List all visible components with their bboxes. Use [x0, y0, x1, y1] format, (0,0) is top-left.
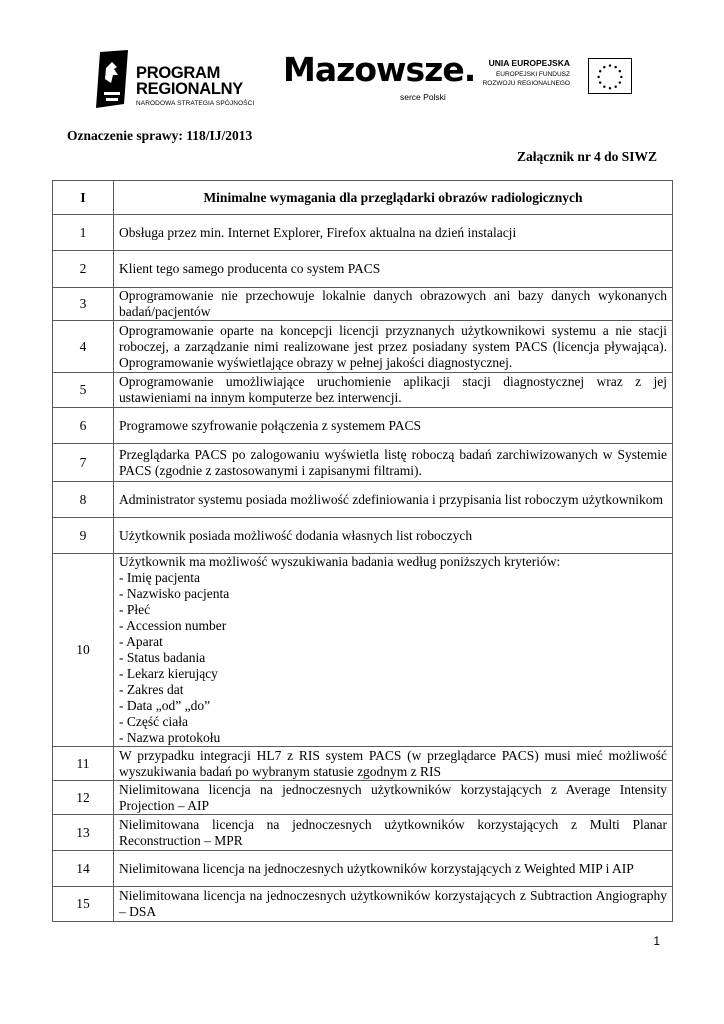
row-number: 13 — [53, 815, 114, 851]
criteria-item: - Imię pacjenta — [119, 570, 200, 585]
criteria-item: - Część ciała — [119, 714, 188, 729]
row-number: 10 — [53, 554, 114, 747]
table-row — [53, 215, 673, 251]
eu-logo-line1: UNIA EUROPEJSKA — [488, 58, 570, 68]
row-number: 4 — [53, 321, 114, 373]
row-number: 5 — [53, 373, 114, 408]
criteria-item: - Data „od” „do” — [119, 698, 211, 713]
row-text: Przeglądarka PACS po zalogowaniu wyświetla listę roboczą badań zarchiwizowanych w Systemie PACS (zgodnie z zastosowanymi i zapisanymi filtrami). — [114, 444, 673, 482]
row-text: Oprogramowanie oparte na koncepcji licencji przyznanych użytkownikowi systemu a nie stacji roboczej, a zarządzanie nimi realizowane jest przez posiadany system PACS (licencja pływająca). Oprogramowanie wyświetlające obrazy w pełnej jakości diagnostycznej. — [114, 321, 673, 373]
row-text: Administrator systemu posiada możliwość zdefiniowania i przypisania list roboczym użytkownikom — [114, 482, 673, 518]
table-row — [53, 781, 673, 815]
table-row — [53, 747, 673, 781]
program-logo-line2: REGIONALNY — [136, 80, 244, 98]
search-criteria-cell — [114, 554, 673, 747]
table-row — [53, 321, 673, 373]
row-text: Obsługa przez min. Internet Explorer, Firefox aktualna na dzień instalacji — [114, 215, 673, 251]
row-text: Oprogramowanie nie przechowuje lokalnie danych obrazowych ani bazy danych wykonanych badań/pacjentów — [114, 288, 673, 321]
eu-flag-icon — [588, 58, 632, 94]
eu-logo-line2: EUROPEJSKI FUNDUSZ — [495, 71, 570, 78]
table-row — [53, 851, 673, 887]
criteria-item: - Lekarz kierujący — [119, 666, 218, 681]
table-row — [53, 288, 673, 321]
criteria-item: - Accession number — [119, 618, 227, 633]
row-number: 3 — [53, 288, 114, 321]
program-emblem-icon — [94, 48, 130, 110]
row-number: 14 — [53, 851, 114, 887]
criteria-item: - Status badania — [119, 650, 206, 665]
row-text: Użytkownik posiada możliwość dodania własnych list roboczych — [114, 518, 673, 554]
criteria-item: - Nazwisko pacjenta — [119, 586, 230, 601]
row-text: Nielimitowana licencja na jednoczesnych użytkowników korzystających z Weighted MIP i AIP — [114, 851, 673, 887]
row-text: Nielimitowana licencja na jednoczesnych użytkowników korzystających z Subtraction Angiography – DSA — [114, 887, 673, 922]
page-number: 1 — [653, 934, 660, 948]
table-row — [53, 887, 673, 922]
row-text: Programowe szyfrowanie połączenia z systemem PACS — [114, 408, 673, 444]
table-row — [53, 408, 673, 444]
row-number: 9 — [53, 518, 114, 554]
row-text: W przypadku integracji HL7 z RIS system PACS (w przeglądarce PACS) musi mieć możliwość wyszukiwania badań po wybranym statusie zgodnym z RIS — [114, 747, 673, 781]
requirements-table — [52, 180, 673, 922]
case-number: Oznaczenie sprawy: 118/IJ/2013 — [67, 128, 253, 143]
criteria-item: - Płeć — [119, 602, 151, 617]
row-text: Nielimitowana licencja na jednoczesnych użytkowników korzystających z Multi Planar Reconstruction – MPR — [114, 815, 673, 851]
row-number: 11 — [53, 747, 114, 781]
row-number: 2 — [53, 251, 114, 288]
criteria-item: - Aparat — [119, 634, 163, 649]
criteria-item: - Zakres dat — [119, 682, 184, 697]
annex-label: Załącznik nr 4 do SIWZ — [516, 149, 657, 164]
eu-logo-line3: ROZWOJU REGIONALNEGO — [482, 80, 570, 87]
criteria-list — [119, 570, 667, 746]
row-text: Oprogramowanie umożliwiające uruchomienie aplikacji stacji diagnostycznej wraz z jej ustawieniami na innym komputerze bez interwencji. — [114, 373, 673, 408]
row-text: Nielimitowana licencja na jednoczesnych użytkowników korzystających z Average Intensity Projection – AIP — [114, 781, 673, 815]
row-number: 1 — [53, 215, 114, 251]
table-row — [53, 815, 673, 851]
row-number: 8 — [53, 482, 114, 518]
table-row — [53, 444, 673, 482]
table-header-row — [53, 181, 673, 215]
row-number: 12 — [53, 781, 114, 815]
column-header-requirements: Minimalne wymagania dla przeglądarki obrazów radiologicznych — [114, 181, 673, 215]
row-number: 6 — [53, 408, 114, 444]
row-number: 15 — [53, 887, 114, 922]
row-text: Klient tego samego producenta co system PACS — [114, 251, 673, 288]
table-row — [53, 554, 673, 747]
header-logos — [0, 44, 724, 110]
program-regionalny-logo — [94, 48, 264, 110]
mazowsze-brand: Mazowsze. — [283, 50, 476, 89]
column-header-number: I — [53, 181, 114, 215]
row-number: 7 — [53, 444, 114, 482]
table-row — [53, 518, 673, 554]
eu-fund-logo — [482, 58, 632, 98]
table-row — [53, 482, 673, 518]
table-row — [53, 373, 673, 408]
program-logo-line1: PROGRAM — [136, 64, 221, 82]
criteria-item: - Nazwa protokołu — [119, 730, 221, 745]
mazowsze-tagline: serce Polski — [400, 92, 446, 102]
table-row — [53, 251, 673, 288]
program-logo-line3: NARODOWA STRATEGIA SPÓJNOŚCI — [136, 100, 255, 107]
criteria-intro: Użytkownik ma możliwość wyszukiwania badania według poniższych kryteriów: — [119, 554, 561, 569]
mazowsze-logo — [283, 50, 476, 108]
